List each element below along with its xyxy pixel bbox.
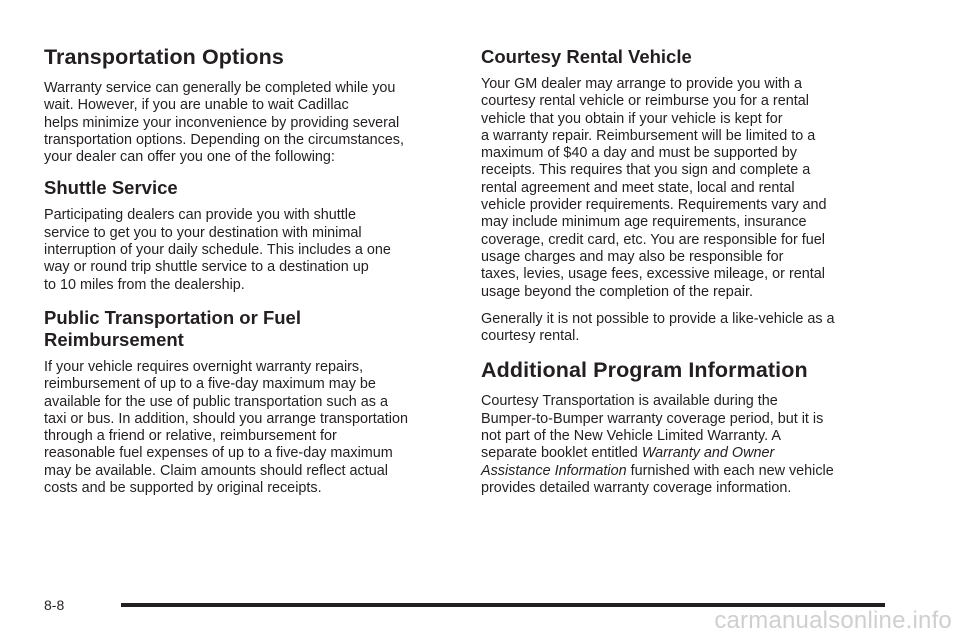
shuttle-service-text: Participating dealers can provide you with shuttle service to get you to your destination with minimal interruption of your daily schedule. This includes a one way or round trip shuttle service to a destination up to 10 miles from the dealership. (44, 207, 391, 293)
booklet-title-part1: Warranty and Owner (641, 445, 775, 462)
transportation-options-intro: Warranty service can generally be completed while you wait. However, if you are unable to wait Cadillac helps minimize your inconvenience by providing several transportation options. Depending on the circumstances, your dealer can offer you one of the following: (44, 80, 404, 166)
courtesy-rental-text: Your GM dealer may arrange to provide you with a courtesy rental vehicle or reimburse you for a rental vehicle that you obtain if your vehicle is kept for a warranty repair. Reimbursement will be limited to a maximum of $40 a day and must be supported by receipts. This requires that you sign and complete a rental agreement and meet state, local and rental vehicle provider requirements. Requirements vary and may include minimum age requirements, insurance coverage, credit card, etc. You are responsible for fuel usage charges and may also be responsible for taxes, levies, usage fees, excessive mileage, or rental usage beyond the completion of the repair. (481, 76, 827, 300)
public-transportation-heading: Public Transportation or Fuel Reimbursement (44, 306, 301, 350)
additional-program-information-heading: Additional Program Information (481, 358, 808, 383)
transportation-options-heading: Transportation Options (44, 45, 284, 69)
courtesy-rental-text-2: Generally it is not possible to provide a like-vehicle as a courtesy rental. (481, 310, 835, 345)
courtesy-rental-vehicle-heading: Courtesy Rental Vehicle (481, 46, 692, 67)
watermark: carmanualsonline.info (714, 607, 952, 634)
right-column (481, 44, 901, 497)
page-number: 8-8 (44, 597, 65, 613)
shuttle-service-heading: Shuttle Service (44, 177, 178, 199)
left-column (44, 44, 454, 497)
public-transportation-text: If your vehicle requires overnight warranty repairs, reimbursement of up to a five-day maximum may be available for the use of public transportation such as a taxi or bus. In addition, should you arrange transportation through a friend or relative, reimbursement for reasonable fuel expenses of up to a five-day maximum may be available. Claim amounts should reflect actual costs and be supported by original receipts. (44, 358, 408, 497)
additional-program-text: Courtesy Transportation is available during the Bumper-to-Bumper warranty coverage period, but it is not part of the New Vehicle Limited Warranty. A separate booklet entitled Warranty and Owner Assistance Information furnished with each new vehicle provides detailed warranty coverage information. (481, 393, 834, 496)
booklet-title-part2: Assistance Information (481, 462, 627, 479)
